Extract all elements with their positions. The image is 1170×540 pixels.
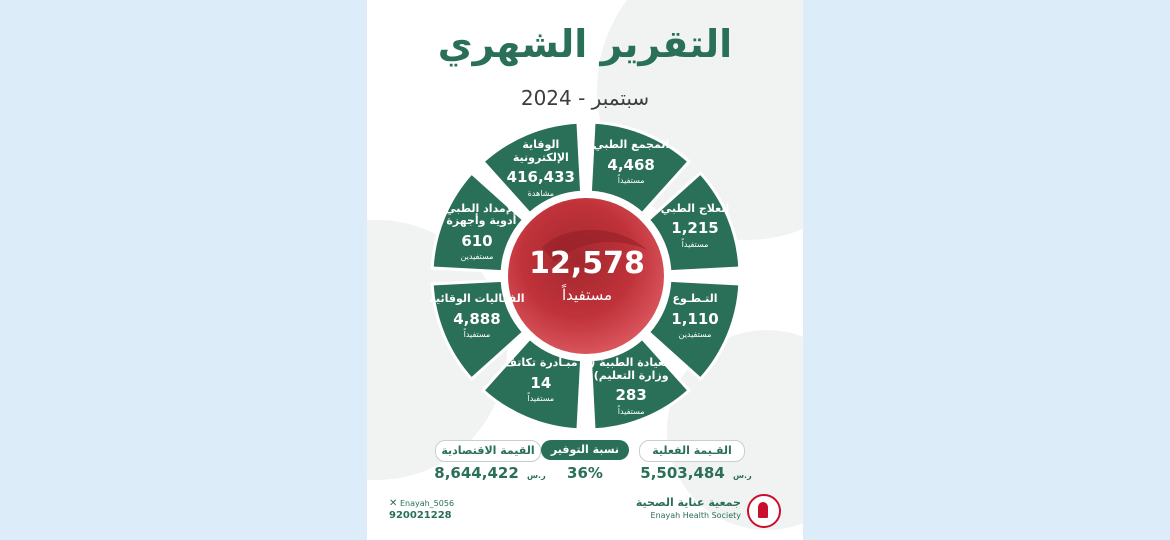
actual-value [631,464,761,482]
actual-value-label: القـيمة الفعلية [639,440,745,462]
petal-5-content [493,357,589,403]
petal-value: 4,888 [453,309,501,328]
petal-value: 416,433 [506,168,575,187]
petal-3-content [647,293,743,339]
petal-6-content [429,293,525,339]
petal-7-content [429,203,525,262]
petal-4-content [583,357,679,416]
page-title: التقرير الشهري [437,22,733,66]
petal-1-content [583,139,679,185]
petal-label: الوقاية الإلكترونية [512,137,569,164]
petal-unit: مستفيداً [617,175,645,185]
currency-label: ر.س [527,471,546,480]
report-card [367,0,803,540]
petal-label: العلاج الطبي [660,201,730,215]
petal-label: المجمع الطبي [593,137,670,151]
brand-name-en: Enayah Health Society [650,511,741,520]
petal-value: 610 [461,232,493,251]
currency-label: ر.س [733,471,752,480]
center-total: 12,578 [529,246,645,281]
petal-value: 14 [530,373,552,392]
petal-8-content [493,139,589,198]
petal-value: 283 [615,386,647,405]
x-handle-text: Enayah_5056 [399,499,455,508]
saving-rate-label: نسبة التوفير [541,440,629,460]
center-unit: مستفيداً [561,286,613,304]
petal-unit: مشاهدة [527,188,555,198]
petal-label: التـطـوع [672,292,718,306]
petal-value: 4,468 [607,155,655,174]
petal-label: الفعاليات الوقائية [429,292,525,306]
report-period: سبتمبر - 2024 [520,86,650,110]
economic-value [425,464,555,482]
actual-value-number: 5,503,484 [640,464,725,482]
saving-rate: 36% [567,464,603,482]
brand-name-ar: جمعية عناية الصحية [635,496,741,509]
x-logo-icon: ✕ [389,498,398,509]
petal-value: 1,110 [671,309,719,328]
economic-value-label: القيمة الاقتصادية [435,440,541,462]
enayah-logo-icon [747,494,781,528]
petal-unit: مستفيداً [617,406,645,416]
economic-value-number: 8,644,422 [434,464,519,482]
petal-label: مبـادرة تكاتف [504,356,578,370]
logo-mark [758,502,768,518]
phone-number: 920021228 [389,510,452,521]
petal-unit: مستفيدين [460,252,494,262]
petal-label: العيادة الطبية ( وزارة التعليم) [590,356,673,382]
petal-unit: مستفيداً [527,393,555,403]
petal-2-content [647,203,743,249]
petal-label: الإمداد الطبي ( أدوية وأجهزة ) [436,201,518,228]
social-handle [389,498,454,509]
petal-unit: مستفيدين [678,330,712,340]
petal-unit: مستفيداً [463,330,491,340]
petal-value: 1,215 [671,219,719,238]
petal-unit: مستفيداً [681,239,709,249]
